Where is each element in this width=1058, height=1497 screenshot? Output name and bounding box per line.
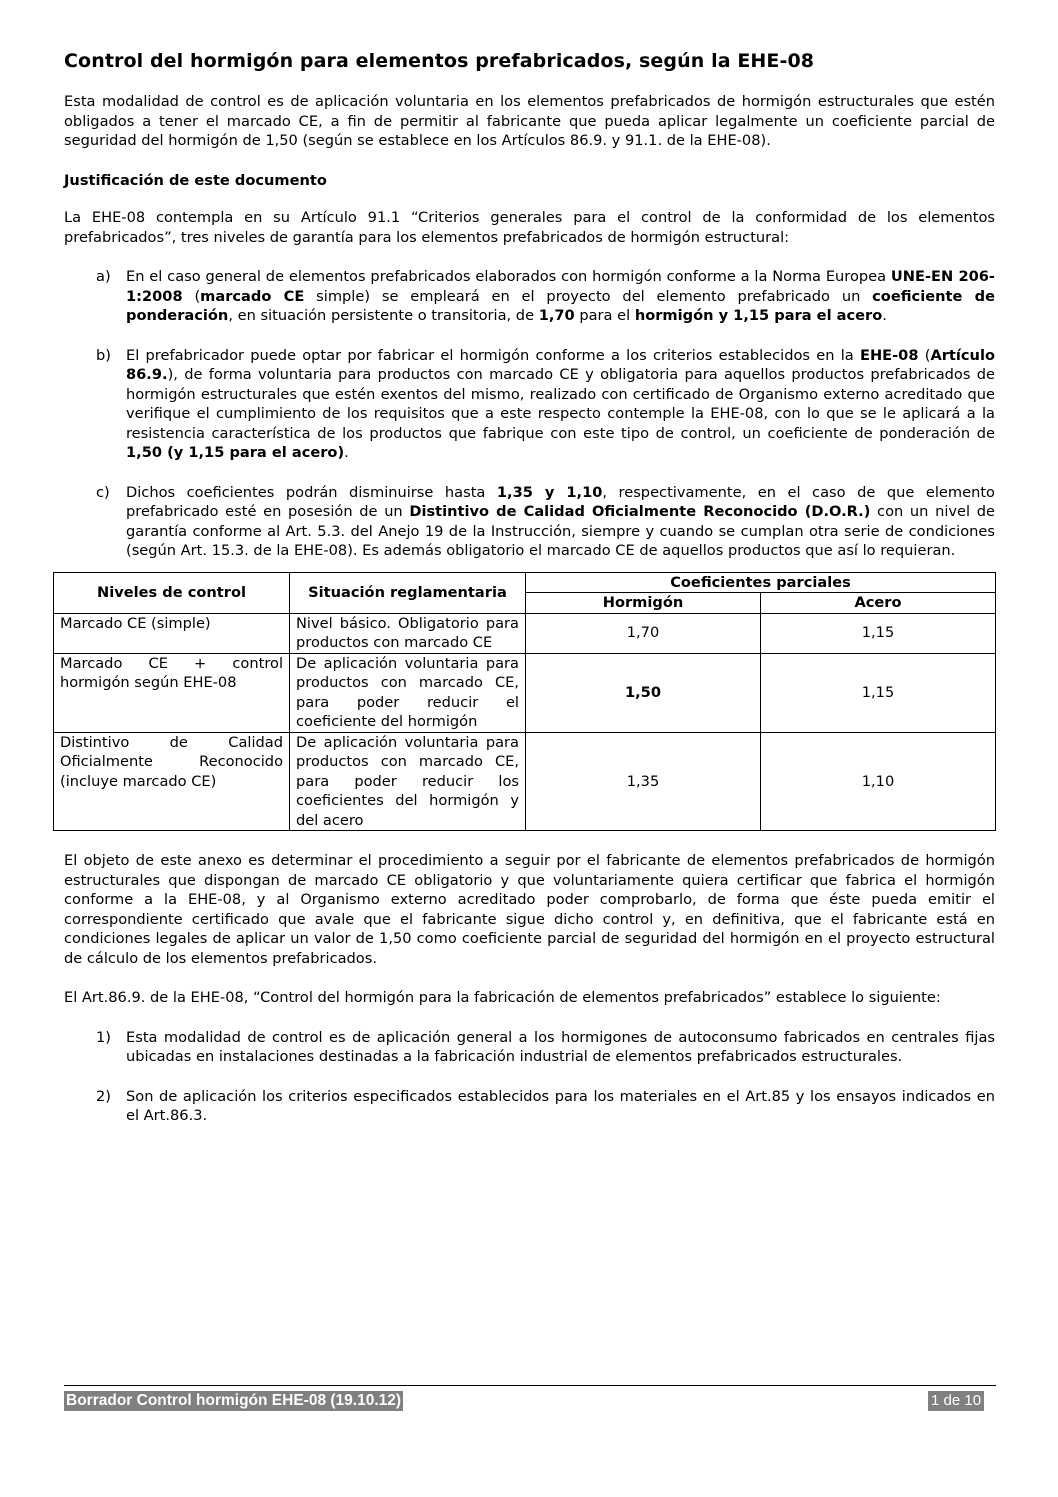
header-hormigon: Hormigón [526, 593, 761, 614]
cell-hormigon: 1,70 [526, 613, 761, 653]
footer-document-label: Borrador Control hormigón EHE-08 (19.10.12) [66, 1392, 402, 1409]
guarantee-levels-list [64, 267, 995, 561]
list-marker: c) [96, 483, 110, 501]
list-bold: marcado CE [200, 287, 305, 305]
table-row [54, 613, 996, 653]
document-title: Control del hormigón para elementos prefabricados, según la EHE-08 [64, 50, 815, 72]
cell-situacion: De aplicación voluntaria para productos con marcado CE, para poder reducir el coeficiente del hormigón [290, 653, 526, 732]
list-text: ( [918, 346, 931, 364]
cell-acero: 1,15 [761, 613, 996, 653]
list-text: ( [182, 287, 201, 305]
list-text: En el caso general de elementos prefabricados elaborados con hormigón conforme a la Norma Europea [126, 268, 891, 285]
list-bold: Artículo 86.9. [126, 346, 995, 383]
cell-situacion: De aplicación voluntaria para productos con marcado CE, para poder reducir los coeficientes del hormigón y del acero [290, 732, 526, 831]
cell-acero: 1,15 [761, 653, 996, 732]
header-situacion: Situación reglamentaria [290, 572, 526, 613]
cell-nivel: Marcado CE (simple) [54, 613, 290, 653]
list-text: simple) se empleará en el proyecto del elemento prefabricado un [304, 287, 873, 305]
list-text: con un nivel de garantía conforme al Art. 5.3. del Anejo 19 de la Instrucción, siempre y cuando se cumplan otra serie de condiciones (según Art. 15.3. de la EHE-08). Es además obligatorio el marcado CE de aquellos productos que así lo requieran. [126, 503, 995, 559]
list-text: . [882, 307, 887, 324]
list-bold: 1,50 (y 1,15 para el acero) [126, 444, 345, 461]
table-row [54, 732, 996, 831]
list-item [64, 267, 995, 326]
list-bold: EHE-08 [859, 346, 919, 364]
table-row [54, 653, 996, 732]
article-intro-paragraph: El Art.86.9. de la EHE-08, “Control del hormigón para la fabricación de elementos prefabricados” establece lo siguiente: [64, 989, 941, 1006]
cell-nivel: Marcado CE + control hormigón según EHE-08 [54, 653, 290, 732]
footer-divider [64, 1385, 996, 1386]
intro-paragraph: Esta modalidad de control es de aplicación voluntaria en los elementos prefabricados de hormigón estructurales que estén obligados a tener el marcado CE, a fin de permitir al fabricante que pueda aplicar legalmente un coeficiente parcial de seguridad del hormigón de 1,50 (según se establece en los Artículos 86.9. y 91.1. de la EHE-08). [64, 93, 995, 149]
list-bold: UNE-EN 206-1:2008 [126, 268, 995, 305]
list-text: , en situación persistente o transitoria, de [228, 307, 539, 324]
header-niveles: Niveles de control [54, 572, 290, 613]
list-text: Esta modalidad de control es de aplicación general a los hormigones de autoconsumo fabricados en centrales fijas ubicadas en instalaciones destinadas a la fabricación industrial de elementos prefabricados estructurales. [126, 1028, 995, 1065]
list-text: para el [574, 307, 635, 324]
objective-paragraph: El objeto de este anexo es determinar el procedimiento a seguir por el fabricante de elementos prefabricados de hormigón estructurales que dispongan de marcado CE obligatorio y que voluntariamente quiera certificar que fabrica el hormigón conforme a la EHE-08, y al Organismo externo acreditado poder comprobarlo, de forma que éste pueda emitir el correspondiente certificado que avale que el fabricante sigue dicho control y, en definitiva, que el fabricante está en condiciones legales de aplicar un valor de 1,50 como coeficiente parcial de seguridad del hormigón en el proyecto estructural de cálculo de los elementos prefabricados. [64, 852, 995, 967]
list-text: Dichos coeficientes podrán disminuirse hasta [126, 483, 497, 501]
list-text: . [344, 444, 349, 461]
list-item [64, 1028, 995, 1067]
list-item [64, 483, 995, 561]
list-item [64, 346, 995, 463]
list-text: , respectivamente, en el caso de que elemento prefabricado esté en posesión de un [126, 483, 995, 520]
cell-acero: 1,10 [761, 732, 996, 831]
cell-situacion: Nivel básico. Obligatorio para productos con marcado CE [290, 613, 526, 653]
justification-heading: Justificación de este documento [64, 171, 327, 189]
cell-hormigon: 1,50 [526, 653, 761, 732]
list-bold: 1,35 y 1,10 [496, 483, 603, 501]
list-text: Son de aplicación los criterios especificados establecidos para los materiales en el Art.85 y los ensayos indicados en el Art.86.3. [126, 1087, 995, 1124]
table-header-row [54, 572, 996, 593]
list-text: ), de forma voluntaria para productos con marcado CE y obligatoria para aquellos productos prefabricados de hormigón estructurales que estén exentos del mismo, realizado con certificado de Organismo externo acreditado que verifique el cumplimiento de los requisitos que a este respecto contemple la EHE-08, con lo que se le aplicará a la resistencia característica de los productos que fabrique con este tipo de control, un coeficiente de ponderación de [126, 366, 995, 442]
justification-paragraph: La EHE-08 contempla en su Artículo 91.1 “Criterios generales para el control de la conformidad de los elementos prefabricados”, tres niveles de garantía para los elementos prefabricados de hormigón estructural: [64, 209, 995, 246]
list-marker: a) [96, 268, 111, 285]
header-acero: Acero [761, 593, 996, 614]
article-items-list [64, 1028, 995, 1126]
list-item [64, 1087, 995, 1126]
cell-nivel: Distintivo de Calidad Oficialmente Reconocido (incluye marcado CE) [54, 732, 290, 831]
list-bold: hormigón y 1,15 para el acero [634, 307, 883, 324]
list-bold: 1,70 [538, 307, 575, 324]
list-marker: 1) [96, 1028, 111, 1046]
list-bold: coeficiente de ponderación [126, 287, 995, 324]
control-levels-table [53, 572, 996, 832]
list-text: El prefabricador puede optar por fabricar el hormigón conforme a los criterios establecidos en la [126, 346, 860, 364]
cell-hormigon: 1,35 [526, 732, 761, 831]
document-page [60, 48, 995, 1146]
header-coeficientes: Coeficientes parciales [526, 572, 996, 593]
footer-page-number: 1 de 10 [928, 1391, 984, 1411]
list-marker: 2) [96, 1087, 111, 1105]
list-bold: Distintivo de Calidad Oficialmente Reconocido (D.O.R.) [409, 503, 871, 520]
list-marker: b) [96, 346, 111, 364]
